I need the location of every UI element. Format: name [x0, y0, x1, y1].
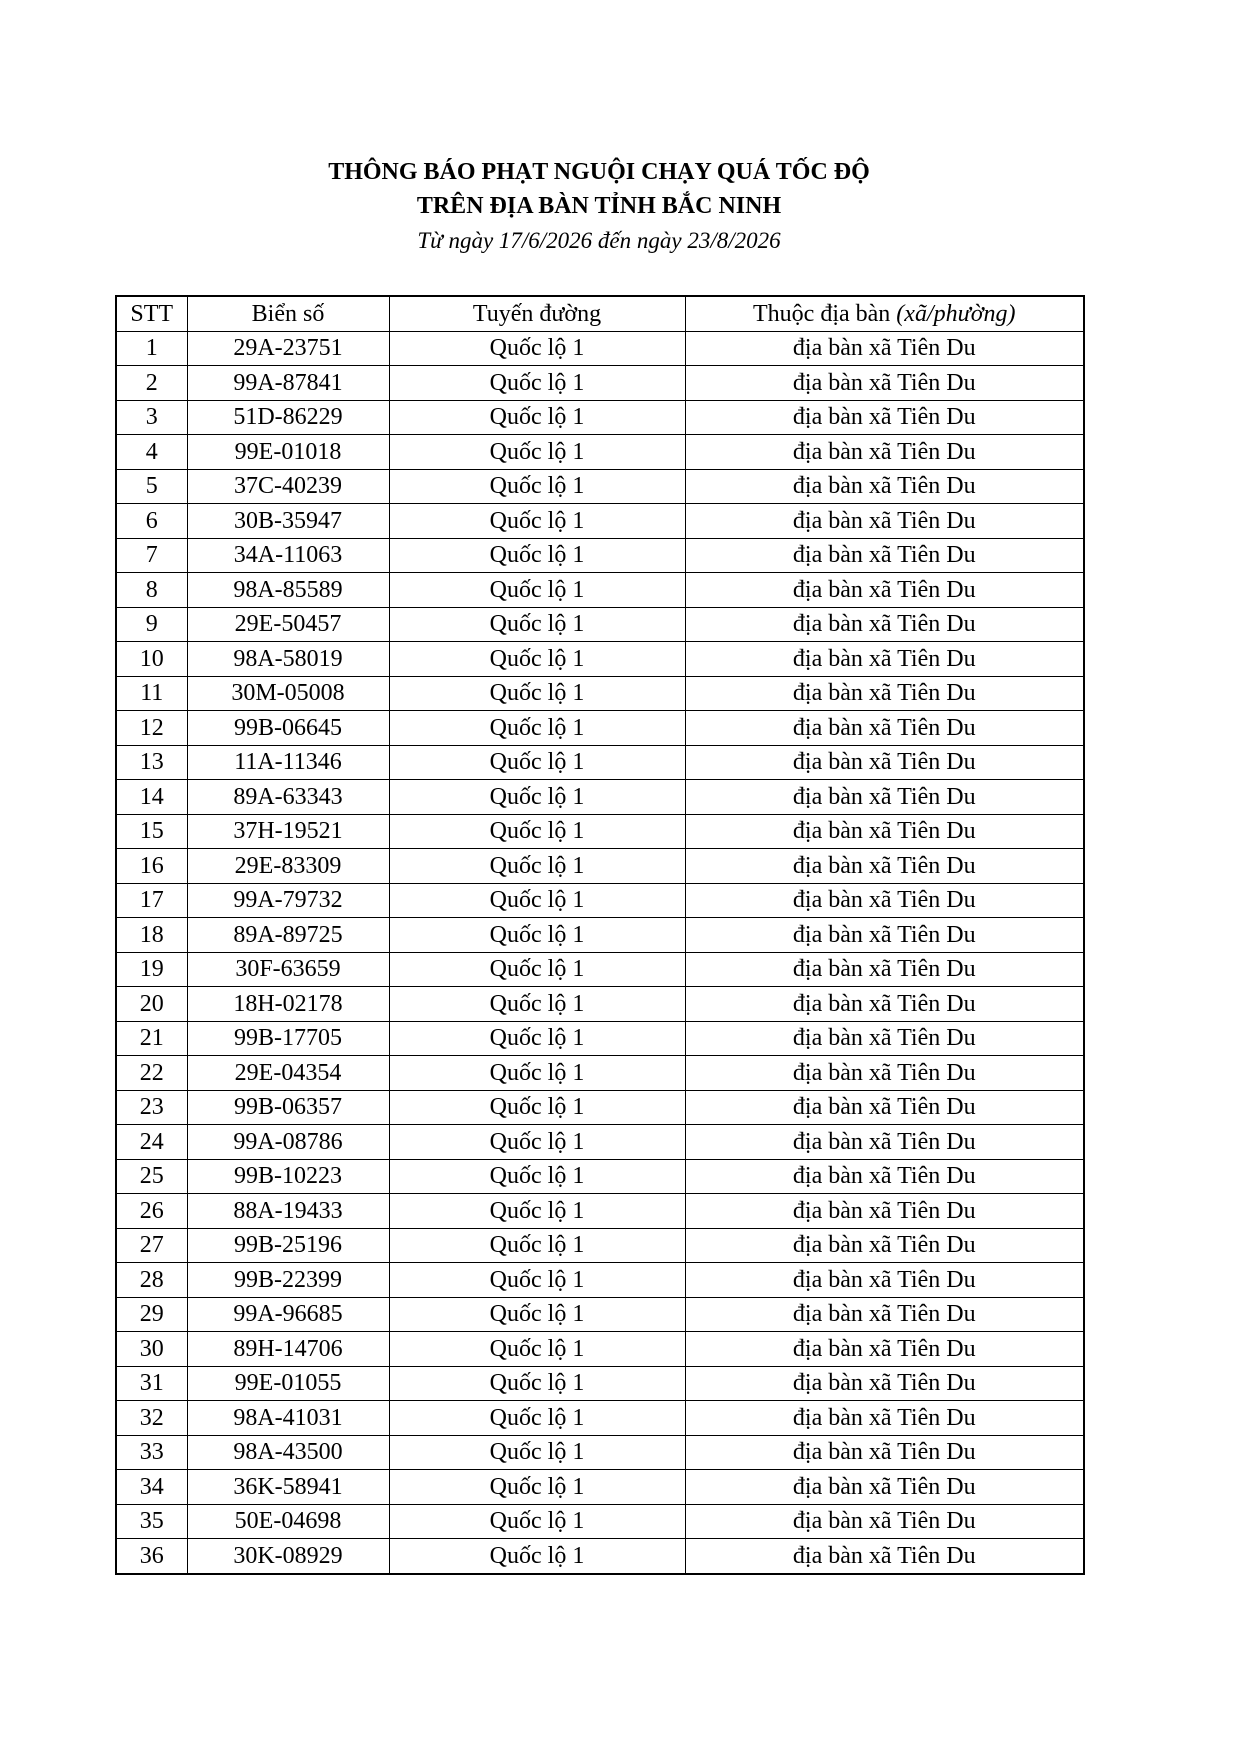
cell-area: địa bàn xã Tiên Du	[685, 1056, 1084, 1091]
violations-table-container	[115, 295, 1083, 1575]
cell-stt: 27	[116, 1228, 187, 1263]
table-header-row	[116, 296, 1084, 331]
table-row	[116, 1297, 1084, 1332]
cell-plate: 30B-35947	[187, 504, 389, 539]
cell-route: Quốc lộ 1	[389, 952, 685, 987]
header-plate: Biển số	[187, 296, 389, 331]
cell-area: địa bàn xã Tiên Du	[685, 1159, 1084, 1194]
violations-table	[115, 295, 1085, 1575]
cell-stt: 36	[116, 1539, 187, 1574]
cell-area: địa bàn xã Tiên Du	[685, 504, 1084, 539]
cell-route: Quốc lộ 1	[389, 1332, 685, 1367]
table-row	[116, 469, 1084, 504]
cell-plate: 98A-58019	[187, 642, 389, 677]
table-row	[116, 400, 1084, 435]
cell-route: Quốc lộ 1	[389, 987, 685, 1022]
cell-stt: 3	[116, 400, 187, 435]
table-row	[116, 814, 1084, 849]
cell-stt: 15	[116, 814, 187, 849]
table-row	[116, 504, 1084, 539]
cell-route: Quốc lộ 1	[389, 1228, 685, 1263]
table-row	[116, 1021, 1084, 1056]
cell-area: địa bàn xã Tiên Du	[685, 1435, 1084, 1470]
cell-area: địa bàn xã Tiên Du	[685, 814, 1084, 849]
cell-plate: 98A-43500	[187, 1435, 389, 1470]
cell-area: địa bàn xã Tiên Du	[685, 1297, 1084, 1332]
table-row	[116, 538, 1084, 573]
cell-plate: 11A-11346	[187, 745, 389, 780]
cell-route: Quốc lộ 1	[389, 1159, 685, 1194]
cell-area: địa bàn xã Tiên Du	[685, 1090, 1084, 1125]
cell-plate: 99B-10223	[187, 1159, 389, 1194]
cell-route: Quốc lộ 1	[389, 538, 685, 573]
table-row	[116, 1366, 1084, 1401]
cell-stt: 13	[116, 745, 187, 780]
cell-plate: 89A-63343	[187, 780, 389, 815]
table-row	[116, 987, 1084, 1022]
table-row	[116, 780, 1084, 815]
cell-route: Quốc lộ 1	[389, 1125, 685, 1160]
table-row	[116, 331, 1084, 366]
cell-route: Quốc lộ 1	[389, 745, 685, 780]
cell-plate: 29A-23751	[187, 331, 389, 366]
table-row	[116, 1401, 1084, 1436]
cell-route: Quốc lộ 1	[389, 331, 685, 366]
cell-route: Quốc lộ 1	[389, 1021, 685, 1056]
cell-plate: 37H-19521	[187, 814, 389, 849]
cell-plate: 99B-17705	[187, 1021, 389, 1056]
table-row	[116, 1470, 1084, 1505]
cell-stt: 11	[116, 676, 187, 711]
cell-route: Quốc lộ 1	[389, 1194, 685, 1229]
cell-plate: 30M-05008	[187, 676, 389, 711]
cell-route: Quốc lộ 1	[389, 504, 685, 539]
cell-plate: 36K-58941	[187, 1470, 389, 1505]
cell-stt: 28	[116, 1263, 187, 1298]
cell-stt: 12	[116, 711, 187, 746]
cell-area: địa bàn xã Tiên Du	[685, 400, 1084, 435]
cell-area: địa bàn xã Tiên Du	[685, 883, 1084, 918]
cell-stt: 10	[116, 642, 187, 677]
cell-stt: 29	[116, 1297, 187, 1332]
table-row	[116, 1056, 1084, 1091]
date-range: Từ ngày 17/6/2026 đến ngày 23/8/2026	[417, 228, 781, 253]
cell-stt: 4	[116, 435, 187, 470]
cell-stt: 6	[116, 504, 187, 539]
cell-route: Quốc lộ 1	[389, 676, 685, 711]
cell-area: địa bàn xã Tiên Du	[685, 918, 1084, 953]
table-row	[116, 952, 1084, 987]
cell-plate: 98A-41031	[187, 1401, 389, 1436]
cell-area: địa bàn xã Tiên Du	[685, 745, 1084, 780]
cell-area: địa bàn xã Tiên Du	[685, 538, 1084, 573]
cell-plate: 50E-04698	[187, 1504, 389, 1539]
cell-stt: 14	[116, 780, 187, 815]
cell-route: Quốc lộ 1	[389, 366, 685, 401]
cell-stt: 32	[116, 1401, 187, 1436]
cell-area: địa bàn xã Tiên Du	[685, 1539, 1084, 1574]
table-row	[116, 642, 1084, 677]
cell-plate: 29E-83309	[187, 849, 389, 884]
cell-route: Quốc lộ 1	[389, 400, 685, 435]
cell-area: địa bàn xã Tiên Du	[685, 780, 1084, 815]
cell-area: địa bàn xã Tiên Du	[685, 435, 1084, 470]
cell-plate: 99A-79732	[187, 883, 389, 918]
cell-plate: 99B-25196	[187, 1228, 389, 1263]
cell-plate: 18H-02178	[187, 987, 389, 1022]
document-title-line2: TRÊN ĐỊA BÀN TỈNH BẮC NINH	[416, 193, 782, 219]
cell-area: địa bàn xã Tiên Du	[685, 1401, 1084, 1436]
table-row	[116, 676, 1084, 711]
cell-route: Quốc lộ 1	[389, 1470, 685, 1505]
cell-area: địa bàn xã Tiên Du	[685, 987, 1084, 1022]
cell-area: địa bàn xã Tiên Du	[685, 1504, 1084, 1539]
header-route: Tuyến đường	[389, 296, 685, 331]
cell-route: Quốc lộ 1	[389, 1539, 685, 1574]
cell-stt: 31	[116, 1366, 187, 1401]
cell-area: địa bàn xã Tiên Du	[685, 711, 1084, 746]
table-row	[116, 1332, 1084, 1367]
cell-plate: 34A-11063	[187, 538, 389, 573]
cell-stt: 2	[116, 366, 187, 401]
document-header	[115, 155, 1083, 259]
cell-route: Quốc lộ 1	[389, 711, 685, 746]
cell-plate: 89A-89725	[187, 918, 389, 953]
cell-route: Quốc lộ 1	[389, 849, 685, 884]
cell-plate: 98A-85589	[187, 573, 389, 608]
cell-area: địa bàn xã Tiên Du	[685, 1125, 1084, 1160]
cell-stt: 23	[116, 1090, 187, 1125]
table-body	[116, 331, 1084, 1574]
table-row	[116, 745, 1084, 780]
table-row	[116, 1539, 1084, 1574]
cell-stt: 8	[116, 573, 187, 608]
cell-area: địa bàn xã Tiên Du	[685, 1194, 1084, 1229]
cell-stt: 20	[116, 987, 187, 1022]
cell-area: địa bàn xã Tiên Du	[685, 469, 1084, 504]
cell-stt: 35	[116, 1504, 187, 1539]
table-row	[116, 883, 1084, 918]
cell-stt: 18	[116, 918, 187, 953]
cell-area: địa bàn xã Tiên Du	[685, 607, 1084, 642]
cell-stt: 21	[116, 1021, 187, 1056]
cell-stt: 5	[116, 469, 187, 504]
table-row	[116, 849, 1084, 884]
cell-stt: 7	[116, 538, 187, 573]
cell-area: địa bàn xã Tiên Du	[685, 573, 1084, 608]
table-row	[116, 607, 1084, 642]
cell-area: địa bàn xã Tiên Du	[685, 952, 1084, 987]
table-row	[116, 1263, 1084, 1298]
cell-route: Quốc lộ 1	[389, 435, 685, 470]
cell-route: Quốc lộ 1	[389, 469, 685, 504]
cell-stt: 25	[116, 1159, 187, 1194]
table-row	[116, 711, 1084, 746]
table-row	[116, 1435, 1084, 1470]
cell-area: địa bàn xã Tiên Du	[685, 1228, 1084, 1263]
cell-stt: 19	[116, 952, 187, 987]
cell-plate: 99A-08786	[187, 1125, 389, 1160]
cell-plate: 99A-87841	[187, 366, 389, 401]
cell-route: Quốc lộ 1	[389, 780, 685, 815]
cell-area: địa bàn xã Tiên Du	[685, 1366, 1084, 1401]
cell-plate: 99B-06357	[187, 1090, 389, 1125]
cell-plate: 99E-01055	[187, 1366, 389, 1401]
cell-route: Quốc lộ 1	[389, 607, 685, 642]
cell-plate: 29E-50457	[187, 607, 389, 642]
cell-plate: 89H-14706	[187, 1332, 389, 1367]
cell-plate: 29E-04354	[187, 1056, 389, 1091]
cell-stt: 30	[116, 1332, 187, 1367]
cell-plate: 30K-08929	[187, 1539, 389, 1574]
cell-stt: 17	[116, 883, 187, 918]
cell-area: địa bàn xã Tiên Du	[685, 1263, 1084, 1298]
cell-area: địa bàn xã Tiên Du	[685, 1470, 1084, 1505]
cell-route: Quốc lộ 1	[389, 1435, 685, 1470]
cell-area: địa bàn xã Tiên Du	[685, 1332, 1084, 1367]
cell-plate: 37C-40239	[187, 469, 389, 504]
cell-area: địa bàn xã Tiên Du	[685, 1021, 1084, 1056]
cell-route: Quốc lộ 1	[389, 573, 685, 608]
cell-plate: 88A-19433	[187, 1194, 389, 1229]
header-area-label: Thuộc địa bàn	[753, 300, 891, 327]
table-row	[116, 1159, 1084, 1194]
cell-stt: 9	[116, 607, 187, 642]
cell-plate: 99B-06645	[187, 711, 389, 746]
header-area-qualifier: (xã/phường)	[896, 300, 1016, 327]
header-area	[685, 296, 1084, 331]
cell-area: địa bàn xã Tiên Du	[685, 366, 1084, 401]
table-row	[116, 1228, 1084, 1263]
cell-route: Quốc lộ 1	[389, 1297, 685, 1332]
cell-route: Quốc lộ 1	[389, 814, 685, 849]
cell-route: Quốc lộ 1	[389, 883, 685, 918]
cell-stt: 24	[116, 1125, 187, 1160]
table-row	[116, 1125, 1084, 1160]
cell-stt: 22	[116, 1056, 187, 1091]
cell-route: Quốc lộ 1	[389, 918, 685, 953]
cell-plate: 99A-96685	[187, 1297, 389, 1332]
table-row	[116, 435, 1084, 470]
cell-route: Quốc lộ 1	[389, 642, 685, 677]
cell-area: địa bàn xã Tiên Du	[685, 331, 1084, 366]
cell-stt: 26	[116, 1194, 187, 1229]
header-stt: STT	[116, 296, 187, 331]
cell-stt: 33	[116, 1435, 187, 1470]
table-row	[116, 1504, 1084, 1539]
cell-plate: 99B-22399	[187, 1263, 389, 1298]
cell-area: địa bàn xã Tiên Du	[685, 676, 1084, 711]
cell-area: địa bàn xã Tiên Du	[685, 849, 1084, 884]
cell-route: Quốc lộ 1	[389, 1504, 685, 1539]
table-row	[116, 1194, 1084, 1229]
cell-stt: 34	[116, 1470, 187, 1505]
table-row	[116, 366, 1084, 401]
table-row	[116, 1090, 1084, 1125]
table-row	[116, 573, 1084, 608]
cell-plate: 51D-86229	[187, 400, 389, 435]
cell-route: Quốc lộ 1	[389, 1366, 685, 1401]
cell-route: Quốc lộ 1	[389, 1263, 685, 1298]
table-row	[116, 918, 1084, 953]
cell-area: địa bàn xã Tiên Du	[685, 642, 1084, 677]
cell-plate: 30F-63659	[187, 952, 389, 987]
document-title-line1: THÔNG BÁO PHẠT NGUỘI CHẠY QUÁ TỐC ĐỘ	[328, 159, 870, 185]
cell-route: Quốc lộ 1	[389, 1090, 685, 1125]
cell-route: Quốc lộ 1	[389, 1401, 685, 1436]
cell-route: Quốc lộ 1	[389, 1056, 685, 1091]
cell-stt: 16	[116, 849, 187, 884]
cell-stt: 1	[116, 331, 187, 366]
cell-plate: 99E-01018	[187, 435, 389, 470]
